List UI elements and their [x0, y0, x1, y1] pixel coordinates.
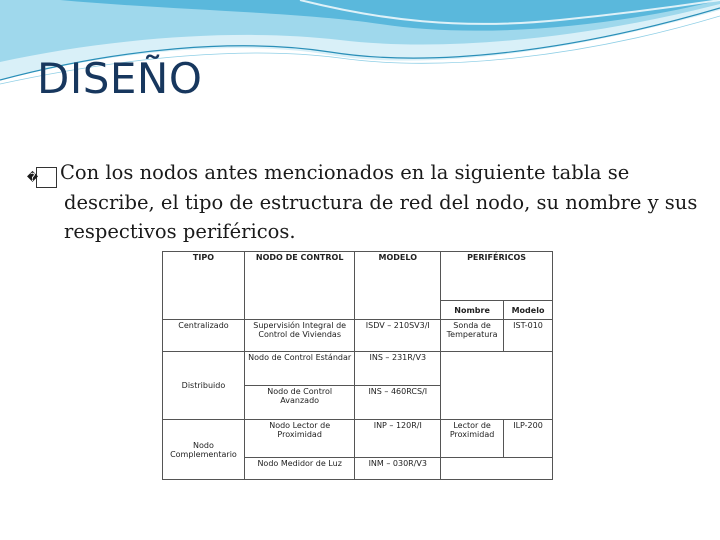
cell-tipo: Centralizado	[163, 320, 245, 352]
cell-periferico-nombre: Lector de Proximidad	[441, 420, 504, 458]
body-paragraph	[26, 158, 714, 246]
cell-nodo: Nodo de Control Estándar	[244, 352, 355, 386]
header-nodo-de-control: NODO DE CONTROL	[244, 252, 355, 320]
cell-modelo: ISDV – 210SV3/I	[355, 320, 441, 352]
cell-periferico-modelo: ILP-200	[504, 420, 553, 458]
table-row	[163, 420, 553, 458]
bullet-icon: �	[36, 167, 57, 188]
cell-nodo: Nodo Lector de Proximidad	[244, 420, 355, 458]
table-row	[163, 320, 553, 352]
header-perifericos: PERIFÉRICOS	[441, 252, 553, 301]
cell-periferico-empty	[441, 352, 553, 420]
nodes-table	[162, 251, 553, 480]
cell-modelo: INP – 120R/I	[355, 420, 441, 458]
cell-nodo: Supervisión Integral de Control de Viviendas	[244, 320, 355, 352]
slide-title: DISEÑO	[37, 54, 203, 103]
cell-modelo: INS – 460RCS/I	[355, 386, 441, 420]
table-row	[163, 352, 553, 386]
header-periferico-modelo: Modelo	[504, 301, 553, 320]
header-periferico-nombre: Nombre	[441, 301, 504, 320]
header-tipo: TIPO	[163, 252, 245, 320]
body-text: Con los nodos antes mencionados en la siguiente tabla se describe, el tipo de estructura de red del nodo, su nombre y sus respectivos periféricos.	[60, 161, 698, 243]
cell-modelo: INS – 231R/V3	[355, 352, 441, 386]
header-modelo: MODELO	[355, 252, 441, 320]
cell-periferico-modelo: IST-010	[504, 320, 553, 352]
cell-modelo: INM – 030R/V3	[355, 458, 441, 480]
cell-periferico-empty	[441, 458, 553, 480]
cell-tipo: Nodo Complementario	[163, 420, 245, 480]
cell-nodo: Nodo de Control Avanzado	[244, 386, 355, 420]
cell-periferico-nombre: Sonda de Temperatura	[441, 320, 504, 352]
cell-nodo: Nodo Medidor de Luz	[244, 458, 355, 480]
cell-tipo: Distribuido	[163, 352, 245, 420]
